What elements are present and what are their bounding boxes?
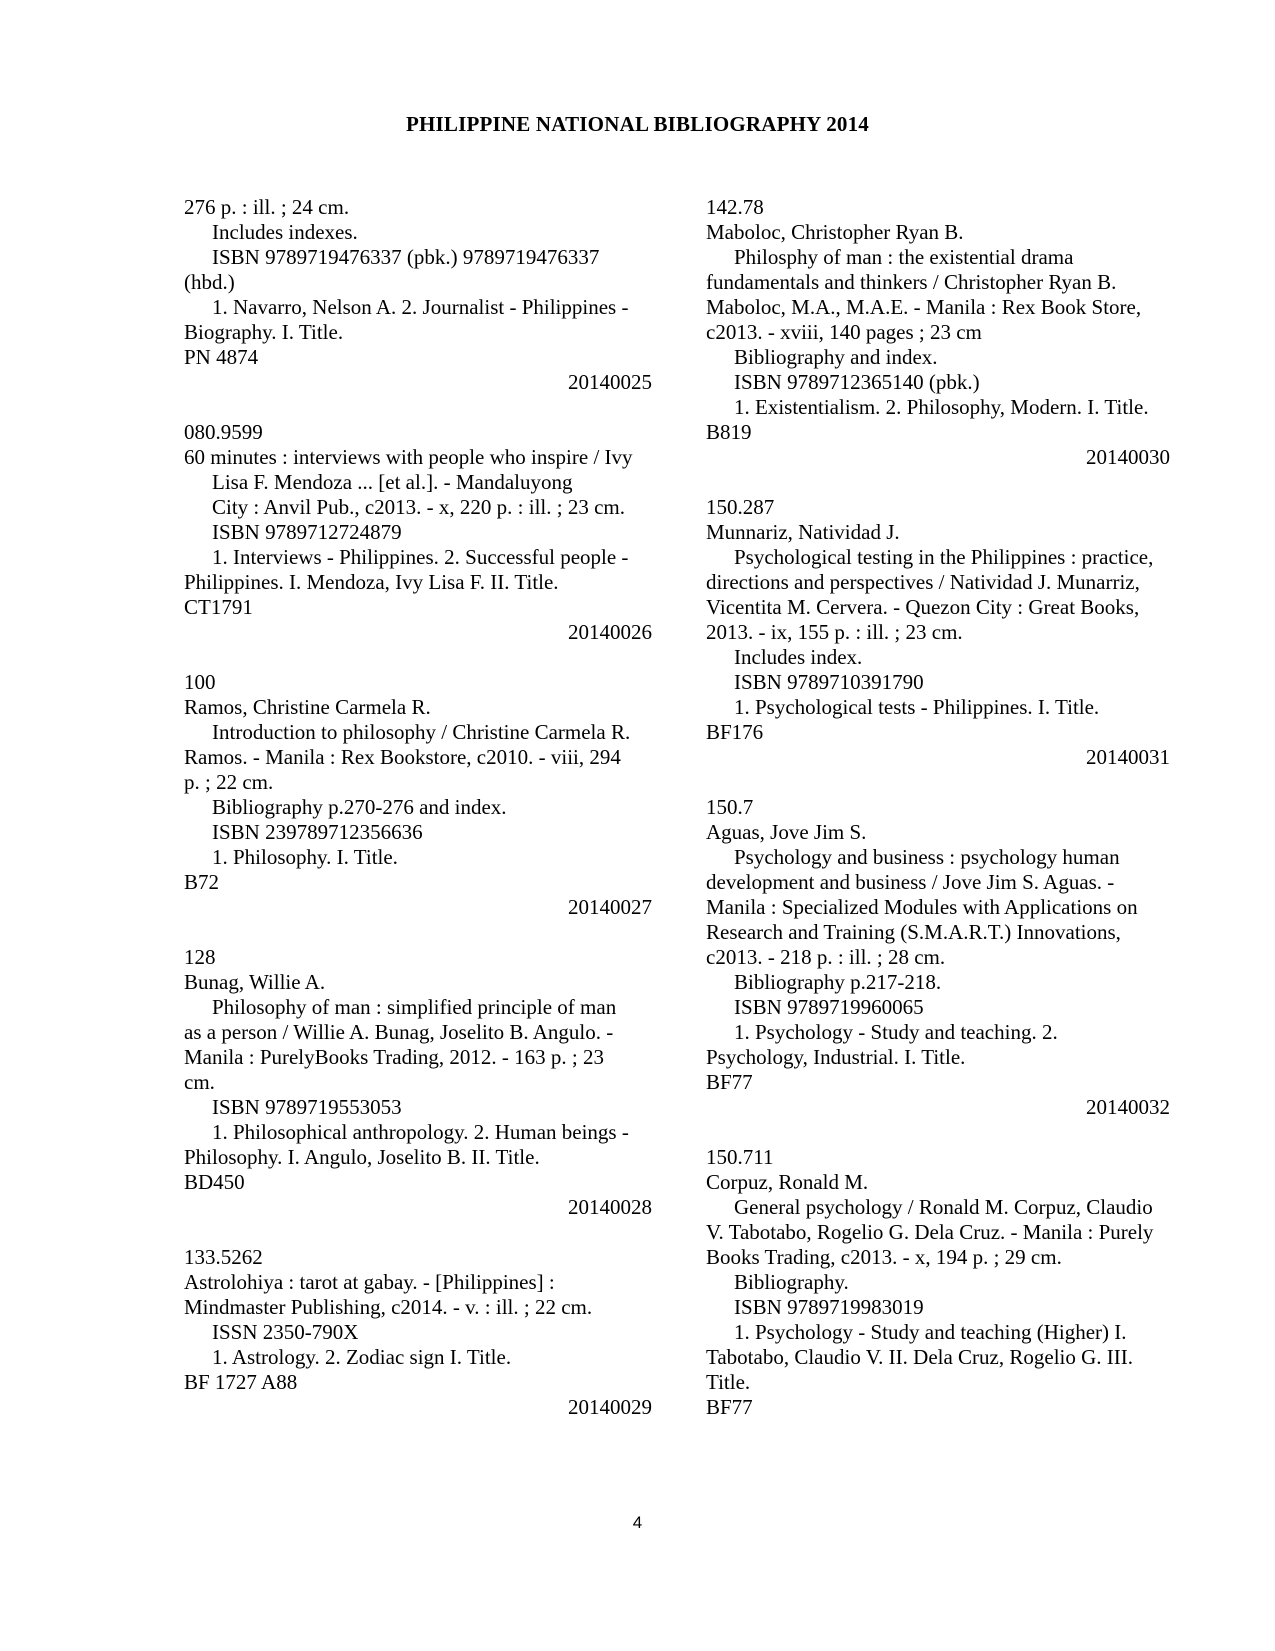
physical-description: 276 p. : ill. ; 24 cm. <box>184 195 350 219</box>
call-number: CT1791 <box>184 595 253 619</box>
title-line: development and business / Jove Jim S. Aguas. - <box>706 870 1115 894</box>
title-line: as a person / Willie A. Bunag, Joselito B. Angulo. - <box>184 1020 614 1044</box>
bibliography-entry <box>184 420 654 645</box>
bibliography-entry <box>184 945 654 1220</box>
imprint-continued: Research and Training (S.M.A.R.T.) Innovations, <box>706 920 1121 944</box>
subjects-continued: Philosophy. I. Angulo, Joselito B. II. Title. <box>184 1145 540 1169</box>
call-number: BF176 <box>706 720 764 744</box>
class-number: 100 <box>184 670 216 694</box>
class-number: 080.9599 <box>184 420 263 444</box>
bibliography-entry <box>184 1245 654 1420</box>
isbn: ISBN 239789712356636 <box>212 820 423 844</box>
subjects-continued: Psychology, Industrial. I. Title. <box>706 1045 966 1069</box>
isbn: ISBN 9789719476337 (pbk.) 9789719476337 <box>212 245 600 269</box>
title-line: Philosphy of man : the existential drama <box>734 245 1074 269</box>
class-number: 150.7 <box>706 795 754 819</box>
entry-number: 20140026 <box>568 620 652 644</box>
class-number: 133.5262 <box>184 1245 263 1269</box>
subjects: 1. Psychology - Study and teaching. 2. <box>734 1020 1058 1044</box>
isbn: ISBN 9789719960065 <box>734 995 924 1019</box>
call-number: BF77 <box>706 1395 753 1419</box>
note: Bibliography p.217-218. <box>734 970 942 994</box>
subjects-continued: Title. <box>706 1370 751 1394</box>
imprint-continued: 2013. - ix, 155 p. : ill. ; 23 cm. <box>706 620 963 644</box>
call-number: PN 4874 <box>184 345 259 369</box>
imprint-continued: cm. <box>184 1070 215 1094</box>
subjects-continued: Biography. I. Title. <box>184 320 344 344</box>
author: Aguas, Jove Jim S. <box>706 820 867 844</box>
author: Munnariz, Natividad J. <box>706 520 900 544</box>
issn: ISSN 2350-790X <box>212 1320 359 1344</box>
title-line: Astrolohiya : tarot at gabay. - [Philippines] : <box>184 1270 555 1294</box>
imprint-continued: p. ; 22 cm. <box>184 770 274 794</box>
entry-number: 20140029 <box>568 1395 652 1419</box>
class-number: 128 <box>184 945 216 969</box>
imprint: Ramos. - Manila : Rex Bookstore, c2010. - viii, 294 <box>184 745 621 769</box>
imprint: Vicentita M. Cervera. - Quezon City : Great Books, <box>706 595 1140 619</box>
note: Bibliography p.270-276 and index. <box>212 795 507 819</box>
class-number: 150.711 <box>706 1145 774 1169</box>
entry-number: 20140025 <box>568 370 652 394</box>
title-line: General psychology / Ronald M. Corpuz, Claudio <box>734 1195 1153 1219</box>
title-line: 60 minutes : interviews with people who inspire / Ivy <box>184 445 633 469</box>
entry-number: 20140028 <box>568 1195 652 1219</box>
bibliography-entry <box>706 795 1188 1120</box>
isbn: ISBN 9789719553053 <box>212 1095 402 1119</box>
isbn: ISBN 9789712724879 <box>212 520 402 544</box>
class-number: 150.287 <box>706 495 775 519</box>
author: Corpuz, Ronald M. <box>706 1170 869 1194</box>
call-number: BD450 <box>184 1170 245 1194</box>
subjects: 1. Philosophy. I. Title. <box>212 845 398 869</box>
title-line: fundamentals and thinkers / Christopher Ryan B. <box>706 270 1117 294</box>
title-line: Introduction to philosophy / Christine Carmela R. <box>212 720 631 744</box>
bibliography-entry <box>706 195 1188 470</box>
call-number: B819 <box>706 420 752 444</box>
imprint: City : Anvil Pub., c2013. - x, 220 p. : ill. ; 23 cm. <box>212 495 626 519</box>
title-line: Psychology and business : psychology human <box>734 845 1120 869</box>
note: Bibliography. <box>734 1270 849 1294</box>
imprint-continued: c2013. - xviii, 140 pages ; 23 cm <box>706 320 982 344</box>
imprint: Mindmaster Publishing, c2014. - v. : ill. ; 22 cm. <box>184 1295 593 1319</box>
author: Bunag, Willie A. <box>184 970 326 994</box>
subjects-continued: Philippines. I. Mendoza, Ivy Lisa F. II. Title. <box>184 570 559 594</box>
isbn-continued: (hbd.) <box>184 270 235 294</box>
entry-number: 20140032 <box>1086 1095 1170 1119</box>
subjects: 1. Astrology. 2. Zodiac sign I. Title. <box>212 1345 512 1369</box>
bibliography-entry <box>706 495 1188 770</box>
imprint: Manila : PurelyBooks Trading, 2012. - 163 p. ; 23 <box>184 1045 605 1069</box>
page-number: 4 <box>632 1513 643 1532</box>
subjects: 1. Interviews - Philippines. 2. Successful people - <box>212 545 629 569</box>
bibliography-entry <box>184 670 654 920</box>
isbn: ISBN 9789719983019 <box>734 1295 924 1319</box>
author: Maboloc, Christopher Ryan B. <box>706 220 964 244</box>
subjects: 1. Psychological tests - Philippines. I. Title. <box>734 695 1100 719</box>
left-column <box>184 195 654 1420</box>
right-column <box>706 195 1188 1420</box>
isbn: ISBN 9789710391790 <box>734 670 924 694</box>
subjects: 1. Psychology - Study and teaching (Higher) I. <box>734 1320 1127 1344</box>
author: Ramos, Christine Carmela R. <box>184 695 431 719</box>
title-line: Psychological testing in the Philippines : practice, <box>734 545 1154 569</box>
call-number: BF77 <box>706 1070 753 1094</box>
subjects: 1. Existentialism. 2. Philosophy, Modern. I. Title. <box>734 395 1149 419</box>
note: Includes index. <box>734 645 863 669</box>
title-line: directions and perspectives / Natividad J. Munarriz, <box>706 570 1140 594</box>
title-line: V. Tabotabo, Rogelio G. Dela Cruz. - Manila : Purely <box>706 1220 1154 1244</box>
call-number: B72 <box>184 870 220 894</box>
subjects: 1. Navarro, Nelson A. 2. Journalist - Philippines - <box>212 295 629 319</box>
imprint: Maboloc, M.A., M.A.E. - Manila : Rex Book Store, <box>706 295 1142 319</box>
title-line: Philosophy of man : simplified principle of man <box>212 995 617 1019</box>
entry-number: 20140027 <box>568 895 652 919</box>
bibliography-entry <box>706 1145 1188 1420</box>
entry-number: 20140030 <box>1086 445 1170 469</box>
imprint-continued: c2013. - 218 p. : ill. ; 28 cm. <box>706 945 946 969</box>
imprint: Books Trading, c2013. - x, 194 p. ; 29 cm. <box>706 1245 1062 1269</box>
title-line: Lisa F. Mendoza ... [et al.]. - Mandaluyong <box>212 470 573 494</box>
class-number: 142.78 <box>706 195 764 219</box>
page-title: PHILIPPINE NATIONAL BIBLIOGRAPHY 2014 <box>405 112 870 136</box>
isbn: ISBN 9789712365140 (pbk.) <box>734 370 980 394</box>
imprint: Manila : Specialized Modules with Applications on <box>706 895 1138 919</box>
subjects: 1. Philosophical anthropology. 2. Human beings - <box>212 1120 629 1144</box>
call-number: BF 1727 A88 <box>184 1370 298 1394</box>
subjects-continued: Tabotabo, Claudio V. II. Dela Cruz, Rogelio G. III. <box>706 1345 1134 1369</box>
note: Bibliography and index. <box>734 345 938 369</box>
entry-number: 20140031 <box>1086 745 1170 769</box>
bibliography-entry-continued <box>184 195 654 395</box>
note: Includes indexes. <box>212 220 358 244</box>
